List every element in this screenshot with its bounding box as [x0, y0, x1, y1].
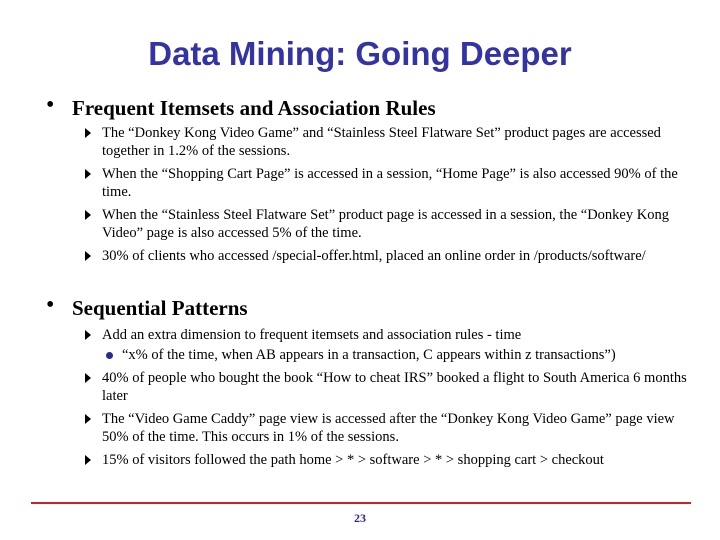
footer-divider	[31, 502, 691, 504]
arrow-bullet-icon	[85, 414, 91, 424]
list-item	[46, 326, 696, 364]
arrow-bullet-icon	[85, 169, 91, 179]
list-item	[46, 206, 696, 242]
dot-bullet-icon	[106, 352, 113, 359]
list-item	[46, 247, 696, 265]
arrow-bullet-icon	[85, 210, 91, 220]
section-heading	[46, 92, 696, 122]
list-item-text: 15% of visitors followed the path home > * > software > * > shopping cart > checkout	[102, 452, 604, 468]
list-item	[46, 451, 696, 469]
list-item	[46, 410, 696, 446]
arrow-bullet-icon	[85, 455, 91, 465]
list-item-text: 30% of clients who accessed /special-offer.html, placed an online order in /products/software/	[102, 248, 646, 264]
arrow-bullet-icon	[85, 251, 91, 261]
list-item-text: The “Donkey Kong Video Game” and “Stainless Steel Flatware Set” product pages are accessed together in 1.2% of the sessions.	[102, 125, 661, 159]
section-title: Sequential Patterns	[72, 296, 248, 320]
section-sequential-patterns	[46, 292, 696, 474]
list-item-text: When the “Stainless Steel Flatware Set” product page is accessed in a session, the “Donkey Kong Video” page is also accessed 5% of the time.	[102, 207, 669, 241]
section-frequent-itemsets	[46, 92, 696, 270]
list-item-text: The “Video Game Caddy” page view is accessed after the “Donkey Kong Video Game” page view 50% of the time. This occurs in 1% of the sessions.	[102, 411, 675, 445]
list-item-text: Add an extra dimension to frequent itemsets and association rules - time	[102, 327, 522, 343]
list-item-text: When the “Shopping Cart Page” is accessed in a session, “Home Page” is also accessed 90% of the time.	[102, 166, 678, 200]
page-number: 23	[354, 511, 366, 525]
section-heading	[46, 292, 696, 322]
list-item	[46, 124, 696, 160]
list-item	[46, 369, 696, 405]
arrow-bullet-icon	[85, 128, 91, 138]
list-item	[46, 165, 696, 201]
list-item-text: 40% of people who bought the book “How to cheat IRS” booked a flight to South America 6 months later	[102, 370, 687, 404]
bullet-icon: •	[46, 292, 55, 318]
arrow-bullet-icon	[85, 330, 91, 340]
sub-list-item	[102, 346, 696, 364]
sub-list-item-text: “x% of the time, when AB appears in a transaction, C appears within z transactions”)	[122, 347, 616, 363]
page-title: Data Mining: Going Deeper	[148, 35, 572, 72]
bullet-icon: •	[46, 92, 55, 118]
section-title: Frequent Itemsets and Association Rules	[72, 96, 436, 120]
arrow-bullet-icon	[85, 373, 91, 383]
